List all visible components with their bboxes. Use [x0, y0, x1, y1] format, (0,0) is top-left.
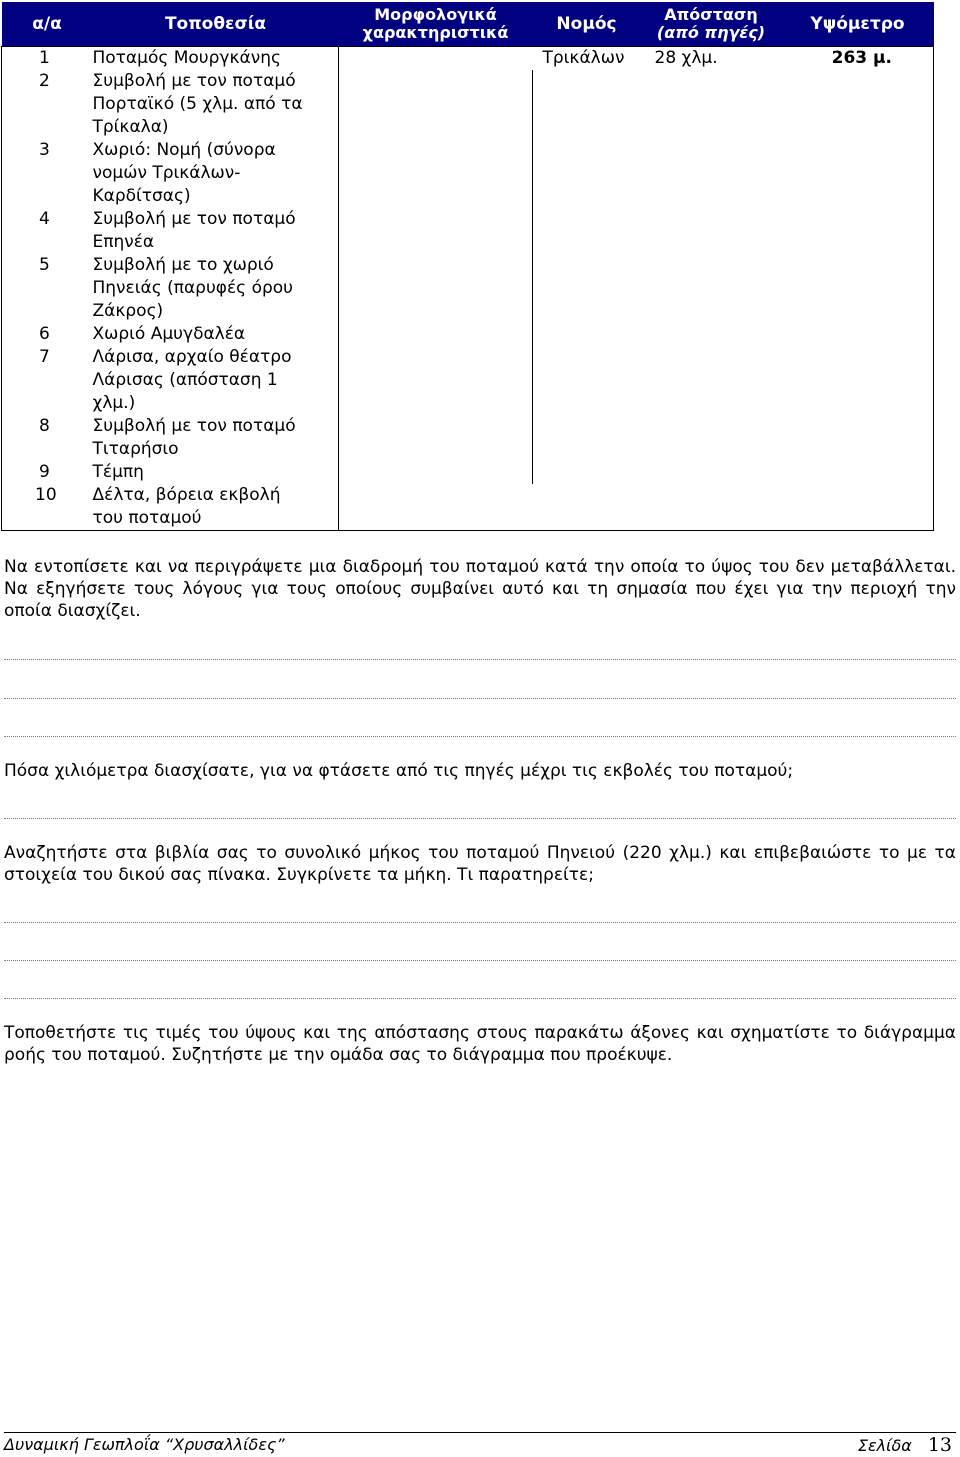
table-row — [2, 323, 934, 346]
header-distance: Απόσταση (από πηγές) — [641, 2, 782, 47]
row-location: Συμβολή με τον ποταμό Επηνέα — [92, 209, 296, 252]
row-number: 6 — [2, 323, 93, 346]
row-location: Ποταμός Μουργκάνης — [92, 48, 281, 68]
answer-line[interactable] — [4, 922, 956, 923]
footer-page-number: 13 — [927, 1434, 952, 1456]
header-morphology: Μορφολογικά χαρακτηριστικά — [339, 2, 533, 47]
row-location: Λάρισα, αρχαίο θέατρο Λάρισας (απόσταση 1 χλμ.) — [92, 347, 292, 413]
table-row — [2, 346, 934, 415]
row-location: Δέλτα, βόρεια εκβολή του ποταμού — [93, 484, 339, 531]
page-footer — [4, 1432, 956, 1455]
row-location: Συμβολή με το χωριό Πηνειάς (παρυφές όρου Ζάκρος) — [92, 255, 293, 321]
header-location: Τοποθεσία — [93, 2, 339, 47]
question-1: Να εντοπίσετε και να περιγράψετε μια διαδρομή του ποταμού κατά την οποία το ύψος του δεν μεταβάλλεται. Να εξηγήσετε τους λόγους για τους οποίους συμβαίνει αυτό και τη σημασία που έχει για την περιοχή την οποία διασχίζει. — [4, 557, 956, 621]
row-number: 5 — [2, 254, 93, 323]
table-row — [2, 47, 934, 71]
footer-title: Δυναμική Γεωπλοΐα “Χρυσαλλίδες” — [4, 1435, 285, 1454]
answer-line[interactable] — [4, 659, 956, 660]
answer-line[interactable] — [4, 698, 956, 699]
row-location: Χωριό: Νομή (σύνορα νομών Τρικάλων-Καρδίτσας) — [92, 140, 276, 206]
header-altitude: Υψόμετρο — [782, 2, 934, 47]
table-row — [2, 70, 934, 139]
question-2: Πόσα χιλιόμετρα διασχίσατε, για να φτάσετε από τις πηγές μέχρι τις εκβολές του ποταμού; — [4, 761, 794, 781]
table-row — [2, 139, 934, 208]
table-row — [2, 461, 934, 484]
row-number: 10 — [2, 484, 93, 531]
row-number: 7 — [2, 346, 93, 415]
river-table — [1, 2, 933, 531]
row-number: 8 — [2, 415, 93, 461]
row-altitude: 263 μ. — [782, 47, 934, 71]
row-number: 1 — [2, 47, 93, 71]
question-3: Αναζητήστε στα βιβλία σας το συνολικό μήκος του ποταμού Πηνειού (220 χλμ.) και επιβεβαιώστε το με τα στοιχεία του δικού σας πίνακα. Συγκρίνετε τα μήκη. Τι παρατηρείτε; — [4, 843, 956, 885]
row-location: Συμβολή με τον ποταμό Πορταϊκό (5 χλμ. από τα Τρίκαλα) — [92, 71, 303, 137]
table-row — [2, 208, 934, 254]
table-row — [2, 415, 934, 461]
table-row — [2, 484, 934, 531]
row-location: Χωριό Αμυγδαλέα — [92, 324, 246, 344]
question-4: Τοποθετήστε τις τιμές του ύψους και της απόστασης στους παρακάτω άξονες και σχηματίστε το διάγραμμα ροής του ποταμού. Συζητήστε με την ομάδα σας το διάγραμμα που προέκυψε. — [4, 1023, 956, 1065]
row-nomos: Τρικάλων — [542, 48, 625, 68]
row-number: 2 — [2, 70, 93, 139]
answer-line[interactable] — [4, 998, 956, 999]
row-morphology — [339, 47, 533, 71]
row-number: 9 — [2, 461, 93, 484]
row-number: 4 — [2, 208, 93, 254]
table-row — [2, 254, 934, 323]
footer-page — [858, 1434, 952, 1457]
footer-page-label: Σελίδα — [857, 1436, 912, 1455]
answer-line[interactable] — [4, 818, 956, 819]
answer-line[interactable] — [4, 736, 956, 737]
row-distance: 28 χλμ. — [654, 48, 718, 68]
header-aa: α/α — [2, 2, 93, 47]
answer-line[interactable] — [4, 960, 956, 961]
table-header-row — [2, 2, 934, 47]
header-nomos: Νομός — [533, 2, 641, 47]
row-location: Τέμπη — [92, 462, 144, 482]
row-number: 3 — [2, 139, 93, 208]
row-location: Συμβολή με τον ποταμό Τιταρήσιο — [92, 416, 296, 459]
